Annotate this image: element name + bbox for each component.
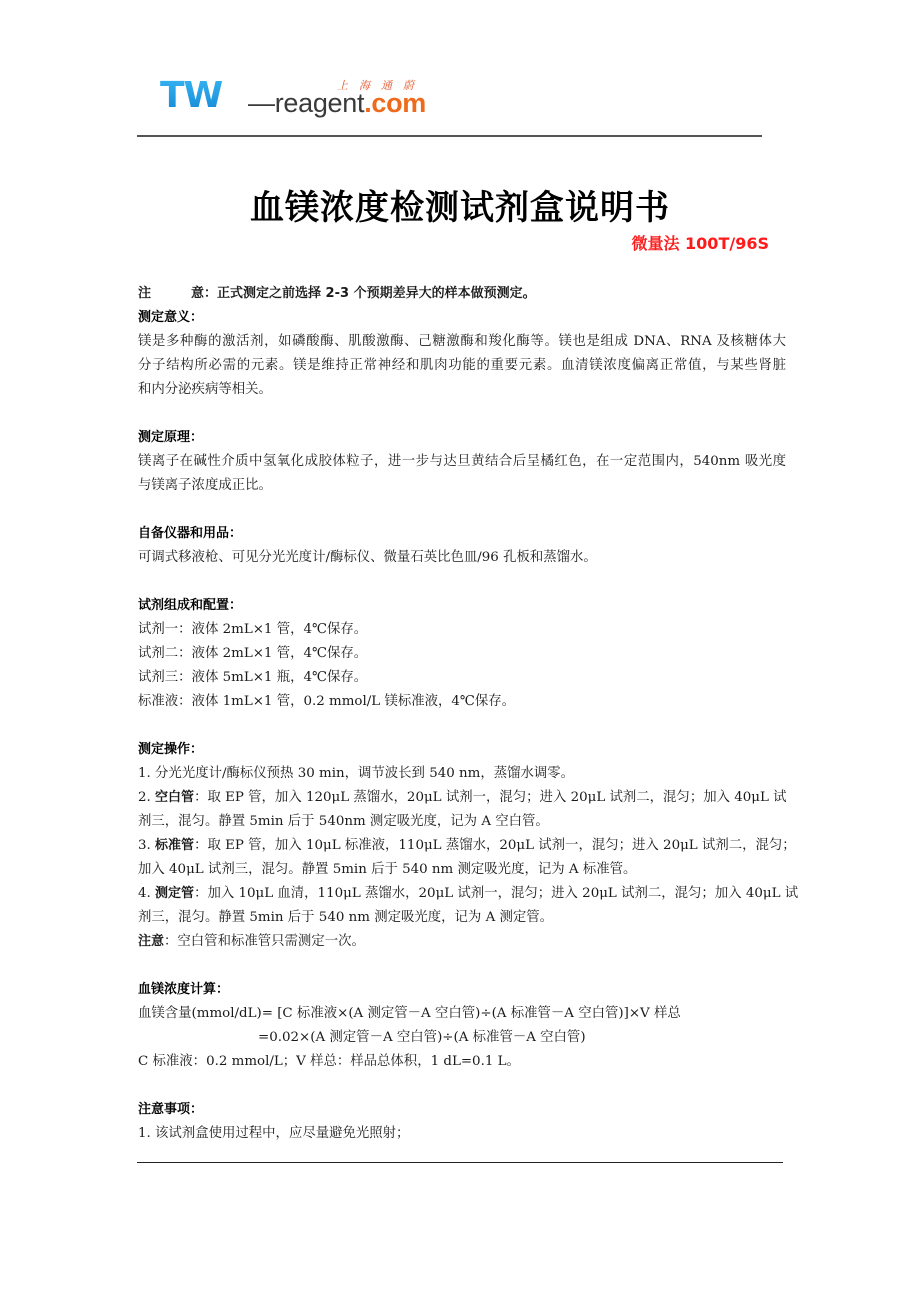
procedure-step-3-cont: 加入 40μL 试剂三，混匀。静置 5min 后于 540 nm 测定吸光度，记为 A 标准管。	[138, 862, 637, 877]
paragraph-line: 镁是多种酶的激活剂，如磷酸酶、肌酸激酶、己糖激酶和羧化酶等。镁也是组成 DNA、RNA 及核糖体大	[138, 334, 786, 349]
procedure-step-4	[138, 882, 799, 906]
paragraph-line: 分子结构所必需的元素。镁是维持正常神经和肌肉功能的重要元素。血清镁浓度偏离正常值，与某些肾脏	[138, 358, 786, 373]
header-divider	[137, 135, 762, 137]
step-label: 标准管	[155, 838, 195, 853]
logo-chinese-name: 上海通蔚	[337, 79, 425, 92]
procedure-note	[138, 930, 786, 954]
procedure-step-2	[138, 786, 786, 810]
reagent-item: 试剂三：液体 5mL×1 瓶，4℃保存。	[138, 670, 368, 685]
step-text: ：取 EP 管，加入 120μL 蒸馏水，20μL 试剂一，混匀；进入 20μL 试剂二，混匀；加入 40μL 试	[194, 790, 787, 805]
notice-line	[138, 282, 786, 306]
step-label: 空白管	[155, 790, 195, 805]
step-number: 4.	[138, 886, 156, 901]
step-text: ：加入 10μL 血清，110μL 蒸馏水，20μL 试剂一，混匀；进入 20μL 试剂二，混匀；加入 40μL 试	[194, 886, 799, 901]
step-text: ：取 EP 管，加入 10μL 标准液，110μL 蒸馏水，20μL 试剂一，混匀；进入 20μL 试剂二，混匀；	[194, 838, 796, 853]
formula-line-1: 血镁含量(mmol/dL)= [C 标准液×(A 测定管－A 空白管)÷(A 标准管－A 空白管)]×V 样总	[138, 1006, 681, 1021]
formula-legend: C 标准液：0.2 mmol/L；V 样总：样品总体积，1 dL=0.1 L。	[138, 1054, 520, 1069]
notice-label-1: 注	[138, 286, 152, 301]
step-label: 测定管	[155, 886, 195, 901]
footer-divider	[137, 1162, 783, 1163]
procedure-step-3	[138, 834, 796, 858]
procedure-step-1: 1. 分光光度计/酶标仪预热 30 min，调节波长到 540 nm，蒸馏水调零。	[138, 766, 575, 781]
step-number: 3.	[138, 838, 156, 853]
logo-reagent-text: —reagent	[248, 88, 365, 118]
notice-label-2: 意：	[191, 286, 218, 301]
section-heading-principle: 测定原理：	[138, 430, 204, 445]
logo-com-text: .com	[364, 88, 427, 118]
paragraph-line: 和内分泌疾病等相关。	[138, 382, 272, 397]
note-label: 注意	[138, 934, 165, 949]
paragraph-line: 镁离子在碱性介质中氢氧化成胶体粒子，进一步与达旦黄结合后呈橘红色，在一定范围内，540nm 吸光度	[138, 454, 786, 469]
reagent-item: 试剂一：液体 2mL×1 管，4℃保存。	[138, 622, 368, 637]
company-logo	[160, 74, 440, 118]
section-heading-equipment: 自备仪器和用品：	[138, 526, 243, 541]
formula-line-2: =0.02×(A 测定管－A 空白管)÷(A 标准管－A 空白管)	[258, 1030, 586, 1045]
notice-text: 正式测定之前选择 2-3 个预期差异大的样本做预测定。	[217, 286, 536, 301]
paragraph-line: 与镁离子浓度成正比。	[138, 478, 272, 493]
section-heading-calculation: 血镁浓度计算：	[138, 982, 230, 997]
section-heading-reagents: 试剂组成和配置：	[138, 598, 243, 613]
document-title: 血镁浓度检测试剂盒说明书	[250, 188, 670, 228]
logo-tw-mark: TW	[160, 75, 223, 116]
procedure-step-4-cont: 剂三，混匀。静置 5min 后于 540 nm 测定吸光度，记为 A 测定管。	[138, 910, 554, 925]
document-subtitle: 微量法 100T/96S	[631, 234, 769, 253]
procedure-step-2-cont: 剂三，混匀。静置 5min 后于 540nm 测定吸光度，记为 A 空白管。	[138, 814, 549, 829]
document-body	[138, 282, 799, 1146]
reagent-item: 试剂二：液体 2mL×1 管，4℃保存。	[138, 646, 368, 661]
section-heading-precautions: 注意事项：	[138, 1102, 204, 1117]
step-number: 2.	[138, 790, 156, 805]
paragraph-line: 可调式移液枪、可见分光光度计/酶标仪、微量石英比色皿/96 孔板和蒸馏水。	[138, 550, 597, 565]
logo-wordmark	[248, 90, 426, 117]
section-heading-procedure: 测定操作：	[138, 742, 204, 757]
reagent-item: 标准液：液体 1mL×1 管，0.2 mmol/L 镁标准液，4℃保存。	[138, 694, 516, 709]
precaution-item: 1. 该试剂盒使用过程中，应尽量避免光照射；	[138, 1126, 410, 1141]
note-text: ：空白管和标准管只需测定一次。	[164, 934, 365, 949]
section-heading-significance: 测定意义：	[138, 310, 204, 325]
